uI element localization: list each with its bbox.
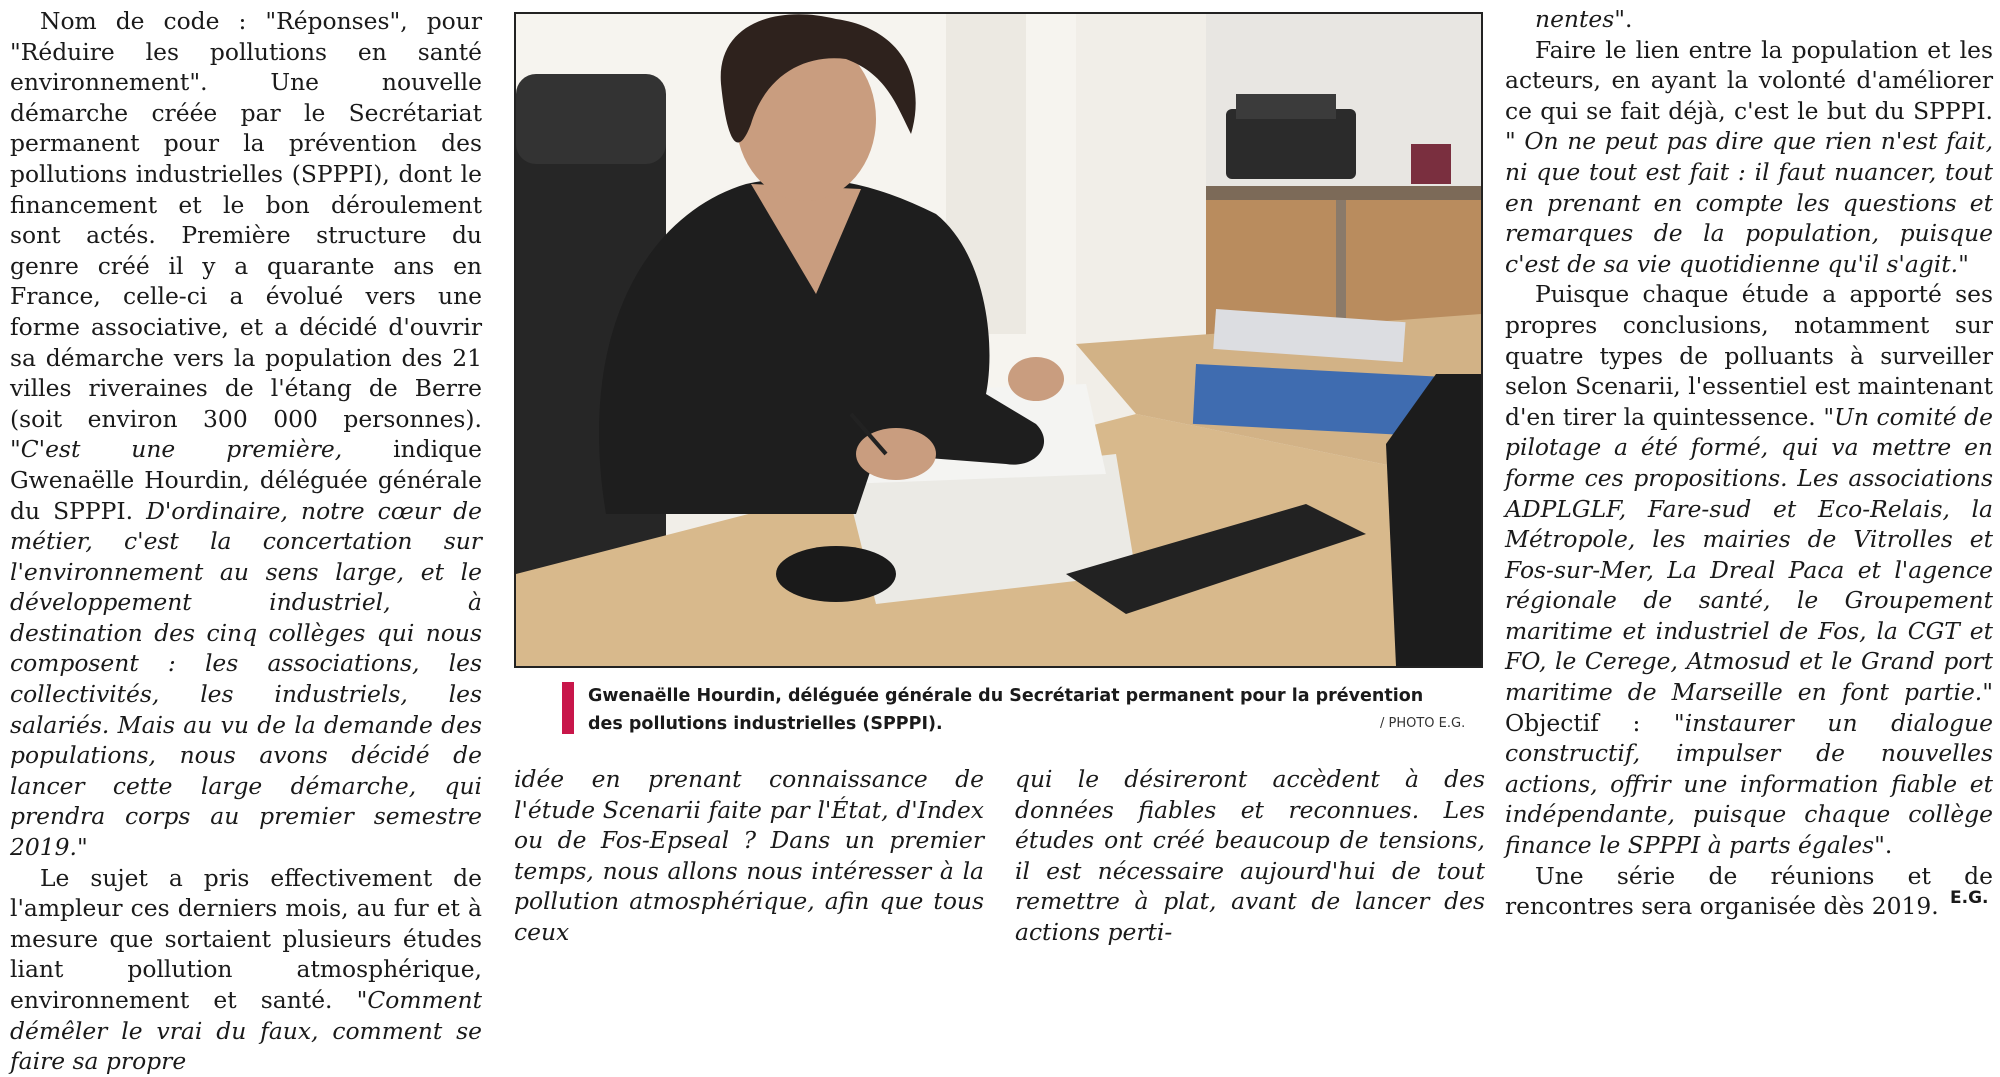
paragraph: idée en prenant connaissance de l'étude Scenarii faite par l'État, d'Index ou de Fos-Epseal ? Dans un premier temps, nous allons nous intéresser à la pollution atmosphérique, afin que tous ceux [514, 765, 984, 946]
article-column-1 [10, 6, 482, 1077]
paragraph: qui le désireront accèdent à des données fiables et reconnues. Les études ont créé beaucoup de tensions, il est nécessaire aujourd'hui de tout remettre à plat, avant de lancer des actions perti- [1015, 765, 1485, 946]
article-column-3 [1015, 764, 1485, 948]
office-photo-illustration [516, 14, 1481, 666]
article-column-2 [514, 764, 984, 948]
article-column-4 [1505, 4, 1993, 922]
photo-credit: / PHOTO E.G. [1380, 716, 1466, 731]
paragraph: Nom de code : "Réponses", pour "Réduire les pollutions en santé environnement". Une nouvelle démarche créée par le Secrétariat permanent pour la prévention des pollutions industrielles (SPPPI), dont le financement et le bon déroulement sont actés. Première structure du genre créé il y a quarante ans en France, celle-ci a évolué vers une forme associative, et a décidé d'ouvrir sa démarche vers la population des 21 villes riveraines de l'étang de Berre (soit environ 300 000 personnes). "C'est une première, indique Gwenaëlle Hourdin, déléguée générale du SPPPI. D'ordinaire, notre cœur de métier, c'est la concertation sur l'environnement au sens large, et le développement industriel, à destination des cinq collèges qui nous composent : les associations, les collectivités, les industriels, les salariés. Mais au vu de la demande des populations, nous avons décidé de lancer cette large démarche, qui prendra corps au premier semestre 2019." [10, 7, 482, 862]
photo-caption: Gwenaëlle Hourdin, déléguée générale du Secrétariat permanent pour la prévention des pollutions industrielles (SPPPI). [588, 686, 1424, 734]
paragraph: Puisque chaque étude a apporté ses propres conclusions, notamment sur quatre types de polluants à surveiller selon Scenarii, l'essentiel est maintenant d'en tirer la quintessence. "Un comité de pilotage a été formé, qui va mettre en forme ces propositions. Les associations ADPLGLF, Fare-sud et Eco-Relais, la Métropole, les mairies de Vitrolles et Fos-sur-Mer, La Dreal Paca et l'agence régionale de santé, le Groupement maritime et industriel de Fos, la CGT et FO, le Cerege, Atmosud et le Grand port maritime de Marseille en font partie." Objectif : "instaurer un dialogue constructif, impulser de nouvelles actions, offrir une information fiable et indépendante, puisque chaque collège finance le SPPPI à parts égales". [1505, 280, 1993, 860]
paragraph: Faire le lien entre la population et les acteurs, en ayant la volonté d'améliorer ce qui se fait déjà, c'est le but du SPPPI. " On ne peut pas dire que rien n'est fait, ni que tout est fait : il faut nuancer, tout en prenant en compte les questions et remarques de la population, puisque c'est de sa vie quotidienne qu'il s'agit." [1505, 35, 1993, 278]
author-signature: E.G. [1950, 888, 1989, 908]
caption-accent-bar [562, 682, 574, 734]
paragraph: Une série de réunions et de rencontres sera organisée dès 2019. [1505, 861, 1993, 921]
paragraph: Le sujet a pris effectivement de l'ampleur ces derniers mois, au fur et à mesure que sortaient plusieurs études liant pollution atmosphérique, environnement et santé. "Comment démêler le vrai du faux, comment se faire sa propre [10, 863, 482, 1076]
article-photo [514, 12, 1483, 668]
paragraph: nentes". [1535, 5, 1633, 33]
